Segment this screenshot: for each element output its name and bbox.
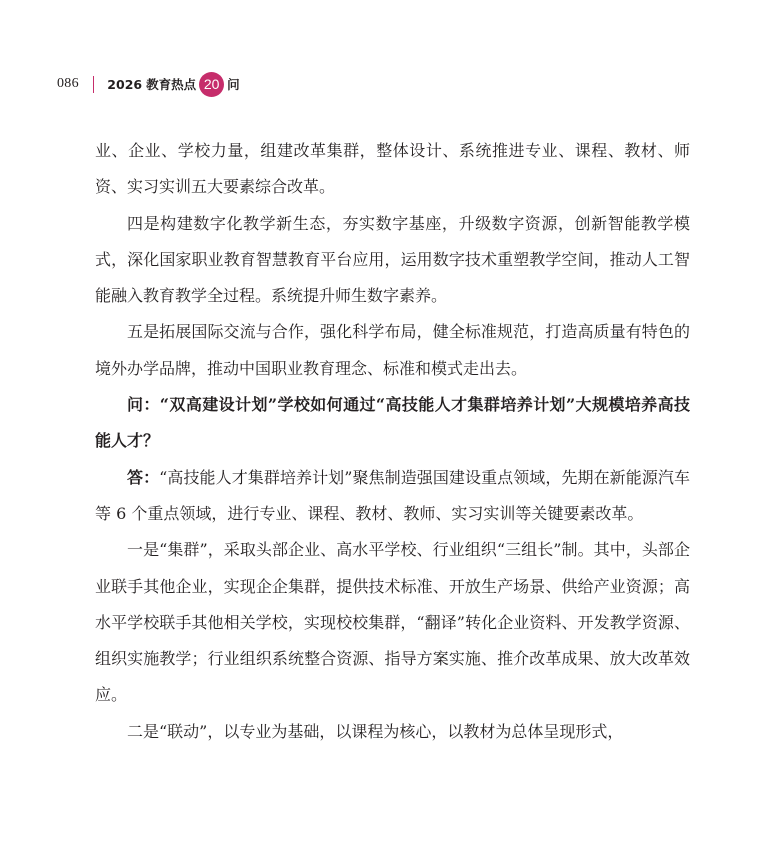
running-title-year: 2026	[107, 76, 143, 92]
running-title	[107, 72, 239, 97]
answer-paragraph	[95, 460, 690, 533]
running-title-prefix: 教育热点	[146, 77, 197, 92]
paragraph-cluster: 一是“集群”，采取头部企业、高水平学校、行业组织“三组长”制。其中，头部企业联手其他企业，实现企企集群，提供技术标准、开放生产场景、供给产业资源；高水平学校联手其他相关学校，实现校校集群，“翻译”转化企业资料、开发教学资源、组织实施教学；行业组织系统整合资源、指导方案实施、推介改革成果、放大改革效应。	[95, 540, 690, 705]
body-text	[95, 133, 690, 750]
paragraph-international: 五是拓展国际交流与合作，强化科学布局，健全标准规范，打造高质量有特色的境外办学品牌，推动中国职业教育理念、标准和模式走出去。	[95, 322, 690, 378]
paragraph-linkage: 二是“联动”，以专业为基础，以课程为核心，以教材为总体呈现形式，	[127, 721, 624, 741]
header-divider	[93, 76, 94, 93]
answer-label: 答：	[127, 467, 160, 487]
question-heading: 问：“双高建设计划”学校如何通过“高技能人才集群培养计划”大规模培养高技能人才？	[95, 395, 690, 451]
page-header	[57, 70, 240, 98]
page-number: 086	[57, 76, 79, 91]
paragraph-digital-ecosystem: 四是构建数字化教学新生态，夯实数字基座，升级数字资源，创新智能教学模式，深化国家职业教育智慧教育平台应用，运用数字技术重塑教学空间，推动人工智能融入教育教学全过程。系统提升师生数字素养。	[95, 213, 690, 306]
paragraph-continued: 业、企业、学校力量，组建改革集群，整体设计、系统推进专业、课程、教材、师资、实习实训五大要素综合改革。	[95, 141, 690, 197]
answer-text: “高技能人才集群培养计划”聚焦制造强国建设重点领域，先期在新能源汽车等 6 个重点领域，进行专业、课程、教材、教师、实习实训等关键要素改革。	[95, 467, 690, 523]
running-title-suffix: 问	[227, 77, 240, 92]
number-badge: 20	[199, 72, 224, 97]
